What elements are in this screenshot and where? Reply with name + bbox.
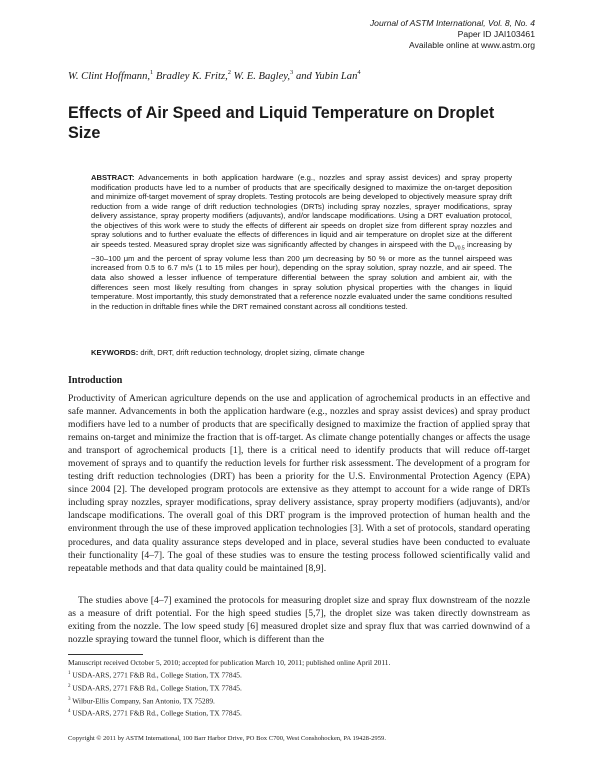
author-affiliation-mark: 4 <box>357 69 361 76</box>
journal-citation: Journal of ASTM International, Vol. 8, No. 4 <box>369 18 535 28</box>
paper-title: Effects of Air Speed and Liquid Temperature on Droplet Size <box>68 104 495 142</box>
footnote-text: USDA-ARS, 2771 F&B Rd., College Station, TX 77845. <box>72 683 242 693</box>
footnotes <box>68 657 530 719</box>
author-name: Bradley K. Fritz, <box>155 71 228 82</box>
journal-header <box>370 18 535 51</box>
author-affiliation-mark: 1 <box>150 69 154 76</box>
abstract <box>91 173 512 311</box>
keywords <box>91 348 512 358</box>
manuscript-dates: Manuscript received October 5, 2010; accepted for publication March 10, 2011; published online April 2011. <box>68 658 391 667</box>
keywords-label: KEYWORDS: <box>91 348 139 357</box>
footnote-text: USDA-ARS, 2771 F&B Rd., College Station, TX 77845. <box>72 708 242 718</box>
footnote-item <box>68 706 530 719</box>
availability-note: Available online at www.astm.org <box>409 40 535 50</box>
body-paragraph: Productivity of American agriculture depends on the use and application of agrochemical products in an effective and safe manner. Advancements in both the application hardware (e.g., nozzles and spray assist devices) and spray product modifiers have led to a number of products that are specifically designed to maximize the fraction of applied spray that remains on-target and minimize the fraction that is off-target. As climate change potentially changes or affects the usage and transport of agrochemical products [1], there is a critical need to identify products that will reduce off-target movement of sprays and to quantify the reduction levels for further risk assessment. The development of a program for testing drift reduction technologies (DRT) has been a priority for the U.S. Environmental Protection Agency (EPA) since 2004 [2]. The developed program protocols are extensive as they attempt to account for a wide range of DRTs including spray nozzles, sprayer modifications, spray delivery assistance, spray property modifiers (adjuvants), and/or landscape modifications. The overall goal of this DRT program is the improved protection of human health and the environment through the use of these improved application technologies [3]. With a set of protocols, standard operating procedures, and data quality assurance steps developed and in place, several studies have been conducted to evaluate their functionality [4–7]. The goal of these studies was to ensure the testing process followed scientifically valid and repeatable methods and that data quality could be maintained [8,9]. <box>68 393 530 574</box>
author-conjunction: and <box>295 71 312 82</box>
footnote-number: 4 <box>68 709 71 715</box>
footnote-item <box>68 668 530 681</box>
author-name: Yubin Lan <box>314 71 358 82</box>
copyright-notice: Copyright © 2011 by ASTM International, 100 Barr Harbor Drive, PO Box C700, West Conshohocken, PA 19428-2959. <box>68 735 386 742</box>
abstract-text: Advancements in both application hardware (e.g., nozzles and spray assist devices) and spray property modification products have led to a number of products that are specifically designed to maximize the on-target deposition and minimize off-target movement of spray droplets. Testing protocols are being developed to objectively measure spray drift reduction from a wide range of drift reduction technologies (DRTs) including spray nozzles, sprayer modifications, spray delivery assistance, spray property modifiers (adjuvants), and/or landscape modifications. Using a DRT evaluation protocol, the objectives of this work were to study the effects of different air speeds on droplet size from different spray nozzles and spray solutions and to further evaluate the effects of differences in liquid and air temperature on droplet size at the different air speeds tested. Measured spray droplet size was significantly affected by changes in airspeed with the D <box>91 173 512 249</box>
footnote-number: 3 <box>68 696 71 702</box>
footnote-text: Wilbur-Ellis Company, San Antonio, TX 75289. <box>72 696 215 706</box>
body-paragraph: The studies above [4–7] examined the protocols for measuring droplet size and spray flux downstream of the nozzle as a measure of drift potential. For the high speed studies [5,7], the droplet size was taken directly downstream as exiting from the nozzle. The low speed study [6] measured droplet size and spray flux that was carried downwind of a nozzle spraying toward the tunnel floor, which is different than the <box>68 595 530 646</box>
keywords-text: drift, DRT, drift reduction technology, droplet sizing, climate change <box>140 348 365 357</box>
section-heading-introduction: Introduction <box>68 375 123 386</box>
abstract-label: ABSTRACT: <box>91 173 135 182</box>
author-name: W. E. Bagley, <box>233 71 291 82</box>
abstract-subscript: V0.5 <box>454 245 465 252</box>
footnote-number: 2 <box>68 683 71 689</box>
author-name: W. Clint Hoffmann, <box>68 71 151 82</box>
author-affiliation-mark: 2 <box>227 69 231 76</box>
footnote-item <box>68 681 530 694</box>
footnote-text: USDA-ARS, 2771 F&B Rd., College Station, TX 77845. <box>72 670 242 680</box>
abstract-text-continued: increasing by ~30–100 μm and the percent of spray volume less than 200 μm decreasing by 50 % or more as the tunnel airspeed was increased from 0.5 to 6.7 m/s (1 to 15 miles per hour), depending on the spray solution, spray nozzle, and air speed. The data also showed a lesser influence of temperature differential between the spray solution and ambient air, with the differences seen most likely resulting from changes in spray solution physical properties with the changes in liquid temperature. Most importantly, this study demonstrated that a reference nozzle evaluated under the same conditions resulted in the reduction in driftable fines while the DRT remained constant across all conditions tested. <box>91 239 512 311</box>
footnote-number: 1 <box>68 671 71 677</box>
author-list <box>68 71 361 82</box>
author-affiliation-mark: 3 <box>290 69 294 76</box>
footnote-item <box>68 694 530 707</box>
paper-id: Paper ID JAI103461 <box>457 29 535 39</box>
footnote-divider <box>68 654 143 655</box>
